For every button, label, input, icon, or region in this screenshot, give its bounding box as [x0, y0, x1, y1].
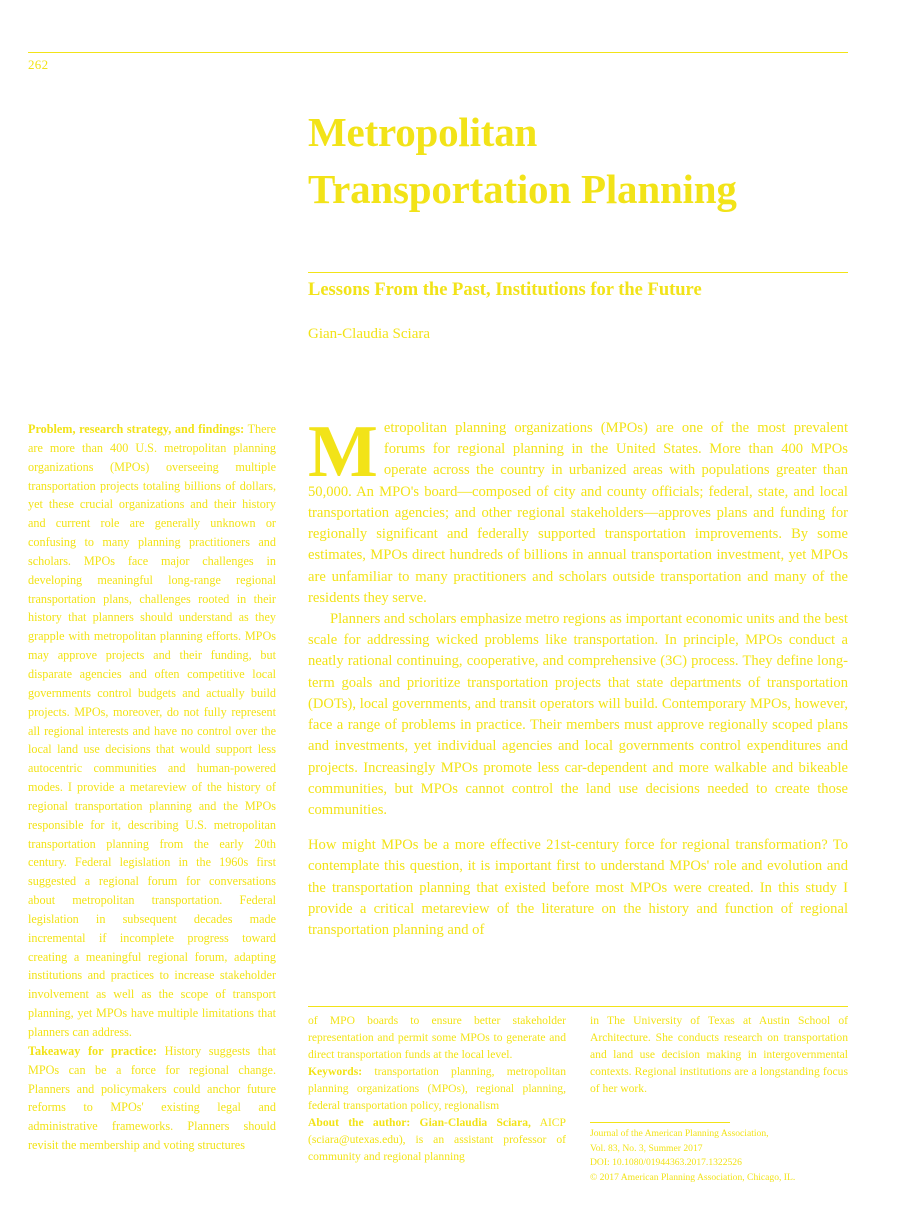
abstract-takeaway-text: History suggests that MPOs can be a force for regional change. Planners and policymakers could anchor future reforms to MPOs' existing legal and administrative frameworks. Planners should revisit the membership and voting structures — [28, 1043, 276, 1153]
footer-abstract-continued: of MPO boards to ensure better stakeholder representation and permit some MPOs to generate and direct transportation funds at the local level. — [308, 1014, 566, 1062]
abstract-takeaway-label: Takeaway for practice: — [28, 1043, 157, 1058]
title-divider — [308, 272, 848, 273]
body-paragraph-1 — [308, 411, 848, 609]
about-author-continued: in The University of Texas at Austin School of Architecture. She conducts research on transportation and land use decision making in intergovernmental contexts. Regional institutions are a longstanding focus of her work. — [590, 1014, 848, 1096]
journal-doi: DOI: 10.1080/01944363.2017.1322526 — [590, 1157, 742, 1169]
page-number: 262 — [28, 57, 49, 72]
abstract-problem-label: Problem, research strategy, and findings: — [28, 422, 245, 436]
journal-copyright: © 2017 American Planning Association, Chicago, IL. — [590, 1171, 796, 1183]
keywords-paragraph — [308, 1063, 566, 1114]
abstract-problem-text: There are more than 400 U.S. metropolitan planning organizations (MPOs) overseeing multiple transportation projects totaling billions of dollars, yet these crucial organizations and their history and current role are generally unknown or confusing to many planning practitioners and scholars. MPOs face major challenges in developing meaningful long-range regional transportation plans, challenges rooted in their history that planners should understand as they grapple with metropolitan planning efforts. MPOs may approve projects and their funding, but disparate agencies and often competitive local governments control budgets and actually build projects. MPOs, moreover, do not fully represent all regional interests and have no control over the local land use decisions that would support less autocentric communities and human-powered modes. I provide a metareview of the history of regional transportation planning and the MPOs responsible for it, describing U.S. metropolitan transportation planning from the early 20th century. Federal legislation in the 1960s first suggested a regional forum for conversations about metropolitan transportation. Federal legislation in subsequent decades made incremental if incomplete progress toward creating a meaningful regional forum, adapting institutions and practices to increase stakeholder involvement as well as the scope of transport planning, yet MPOs have multiple limitations that planners can address. — [28, 422, 277, 1039]
journal-divider — [590, 1122, 730, 1123]
drop-cap: M — [308, 411, 378, 493]
title-block — [308, 104, 848, 217]
body-paragraph-1-text: etropolitan planning organizations (MPOs) are one of the most prevalent forums for regional planning in the United States. More than 400 MPOs operate across the country in urbanized areas with populations greater than 50,000. An MPO's board—composed of city and county officials; federal, state, and local transportation agencies; and other regional stakeholders—approves plans and funding for regionally significant and federally supported transportation improvements. By some estimates, MPOs direct hundreds of billions in annual transportation investment, yet MPOs are unfamiliar to many practitioners and scholars outside transportation and many of the residents they serve. — [308, 420, 848, 606]
journal-citation — [590, 1127, 848, 1185]
title-line-2: Transportation Planning — [308, 165, 737, 212]
keywords-text: transportation planning, metropolitan planning organizations (MPOs), regional planning, federal transportation policy, regionalism — [308, 1065, 566, 1113]
footer-column-left — [308, 1012, 566, 1165]
article-subtitle: Lessons From the Past, Institutions for the Future — [308, 280, 702, 300]
abstract-problem-paragraph — [28, 420, 276, 1042]
title-line-1: Metropolitan — [308, 109, 538, 155]
about-author-text: AICP (sciara@utexas.edu), is an assistant professor of community and regional planning — [308, 1116, 566, 1164]
footer-divider — [308, 1006, 848, 1007]
keywords-label: Keywords: — [308, 1065, 363, 1079]
journal-issue: Vol. 83, No. 3, Summer 2017 — [590, 1142, 703, 1154]
page-title — [308, 104, 848, 217]
body-paragraph-2: Planners and scholars emphasize metro regions as important economic units and the best scale for addressing wicked problems like transportation. In principle, MPOs conduct a neatly rational continuing, cooperative, and comprehensive (3C) process. They define long-term goals and prioritize transportation projects that state departments of transportation (DOTs), local governments, and transit operators will build. Contemporary MPOs, however, face a range of problems in practice. Their members must approve regionally scoped plans and investments, yet individual agencies and local governments control expenditures and projects. Increasingly MPOs promote less car-dependent and more walkable and bikeable communities, but MPOs cannot control the land use decisions needed to create those communities. — [308, 610, 848, 818]
paragraph-spacer — [308, 821, 848, 835]
abstract-takeaway-paragraph — [28, 1042, 276, 1155]
footer-column-right — [590, 1012, 848, 1097]
abstract-block — [28, 420, 276, 1155]
about-author-paragraph — [308, 1114, 566, 1165]
journal-name: Journal of the American Planning Association, — [590, 1128, 769, 1139]
body-paragraph-3: How might MPOs be a more effective 21st-century force for regional transformation? To contemplate this question, it is important first to understand MPOs' role and evolution and the transportation planning that existed before most MPOs were created. In this study I provide a critical metareview of the literature on the history and function of regional transportation planning and of — [308, 837, 848, 939]
about-author-label: About the author: Gian-Claudia Sciara, — [308, 1116, 531, 1130]
body-column — [308, 411, 848, 941]
author-name: Gian-Claudia Sciara — [308, 326, 431, 342]
header-divider — [28, 52, 848, 53]
